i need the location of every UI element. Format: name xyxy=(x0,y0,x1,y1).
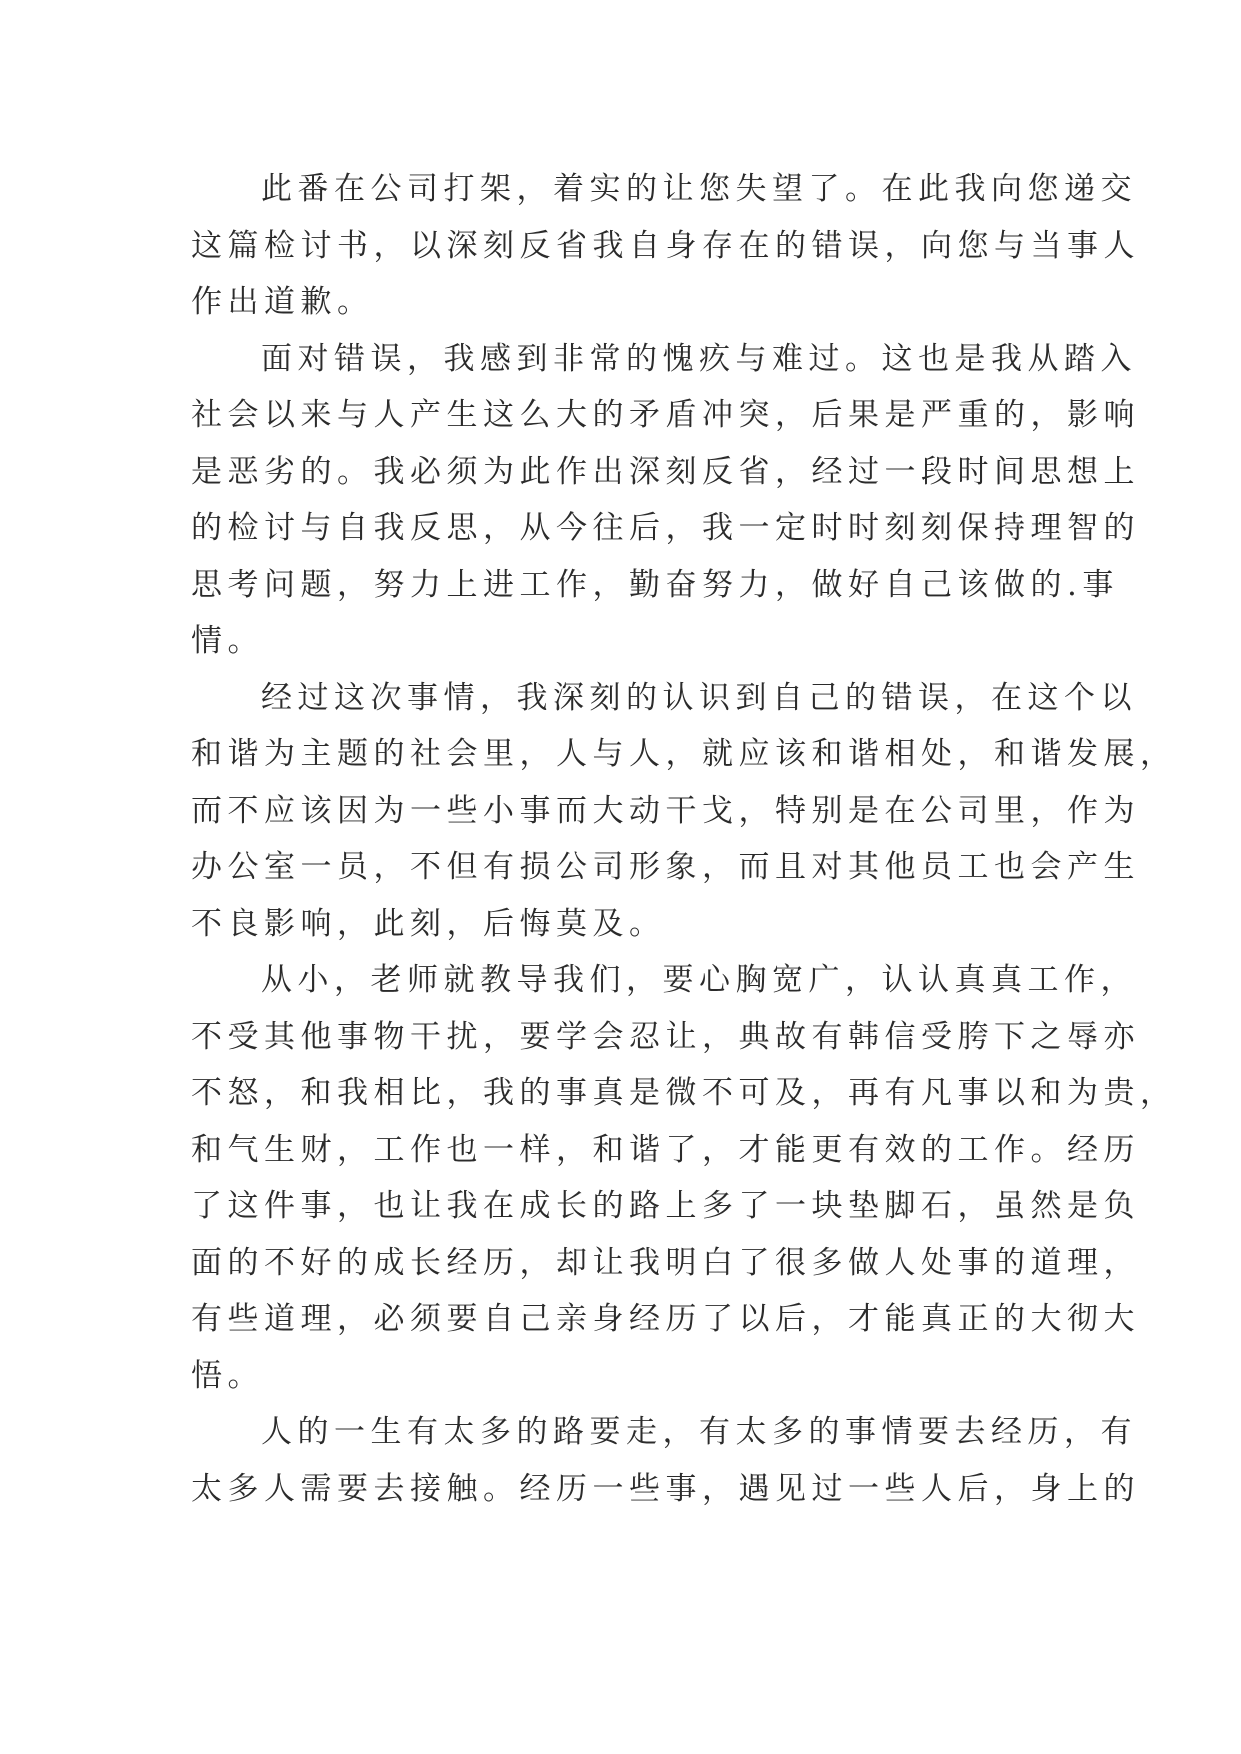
document-body xyxy=(191,161,1177,1517)
text-line: 悟。 xyxy=(191,1357,264,1394)
text-line: 面对错误，我感到非常的愧疚与难过。这也是我从踏入 xyxy=(261,340,1137,377)
text-line: 的检讨与自我反思，从今往后，我一定时时刻刻保持理智的 xyxy=(191,510,1140,546)
text-line: 经过这次事情，我深刻的认识到自己的错误，在这个以 xyxy=(261,679,1137,716)
paragraph xyxy=(191,1404,1140,1517)
paragraph xyxy=(191,670,1177,953)
text-line: 此番在公司打架，着实的让您失望了。在此我向您递交 xyxy=(261,171,1137,207)
text-line: 而不应该因为一些小事而大动干戈，特别是在公司里，作为 xyxy=(191,792,1140,829)
text-line: 人的一生有太多的路要走，有太多的事情要去经历，有 xyxy=(261,1414,1137,1450)
text-line: 有些道理，必须要自己亲身经历了以后，才能真正的大彻大 xyxy=(191,1301,1140,1337)
text-line: 作出道歉。 xyxy=(191,284,374,320)
text-line: 和谐为主题的社会里，人与人，就应该和谐相处，和谐发展， xyxy=(191,736,1177,772)
text-line: 是恶劣的。我必须为此作出深刻反省，经过一段时间思想上 xyxy=(191,453,1140,490)
text-line: 办公室一员，不但有损公司形象，而且对其他员工也会产生 xyxy=(191,849,1140,885)
paragraph xyxy=(191,952,1177,1404)
text-line: 思考问题，努力上进工作，勤奋努力，做好自己该做的.事 xyxy=(191,566,1119,603)
paragraph xyxy=(191,161,1140,331)
text-line: 社会以来与人产生这么大的矛盾冲突，后果是严重的，影响 xyxy=(191,397,1140,433)
text-line: 太多人需要去接触。经历一些事，遇见过一些人后，身上的 xyxy=(191,1470,1140,1507)
text-line: 不怒，和我相比，我的事真是微不可及，再有凡事以和为贵， xyxy=(191,1075,1177,1111)
text-line: 不受其他事物干扰，要学会忍让，典故有韩信受胯下之辱亦 xyxy=(191,1018,1140,1055)
paragraph xyxy=(191,331,1140,670)
text-line: 不良影响，此刻，后悔莫及。 xyxy=(191,905,666,942)
text-line: 情。 xyxy=(191,623,264,659)
text-line: 和气生财，工作也一样，和谐了，才能更有效的工作。经历 xyxy=(191,1131,1140,1168)
text-line: 这篇检讨书，以深刻反省我自身存在的错误，向您与当事人 xyxy=(191,227,1140,264)
text-line: 从小，老师就教导我们，要心胸宽广，认认真真工作， xyxy=(261,962,1137,998)
text-line: 面的不好的成长经历，却让我明白了很多做人处事的道理， xyxy=(191,1244,1140,1281)
text-line: 了这件事，也让我在成长的路上多了一块垫脚石，虽然是负 xyxy=(191,1188,1140,1224)
